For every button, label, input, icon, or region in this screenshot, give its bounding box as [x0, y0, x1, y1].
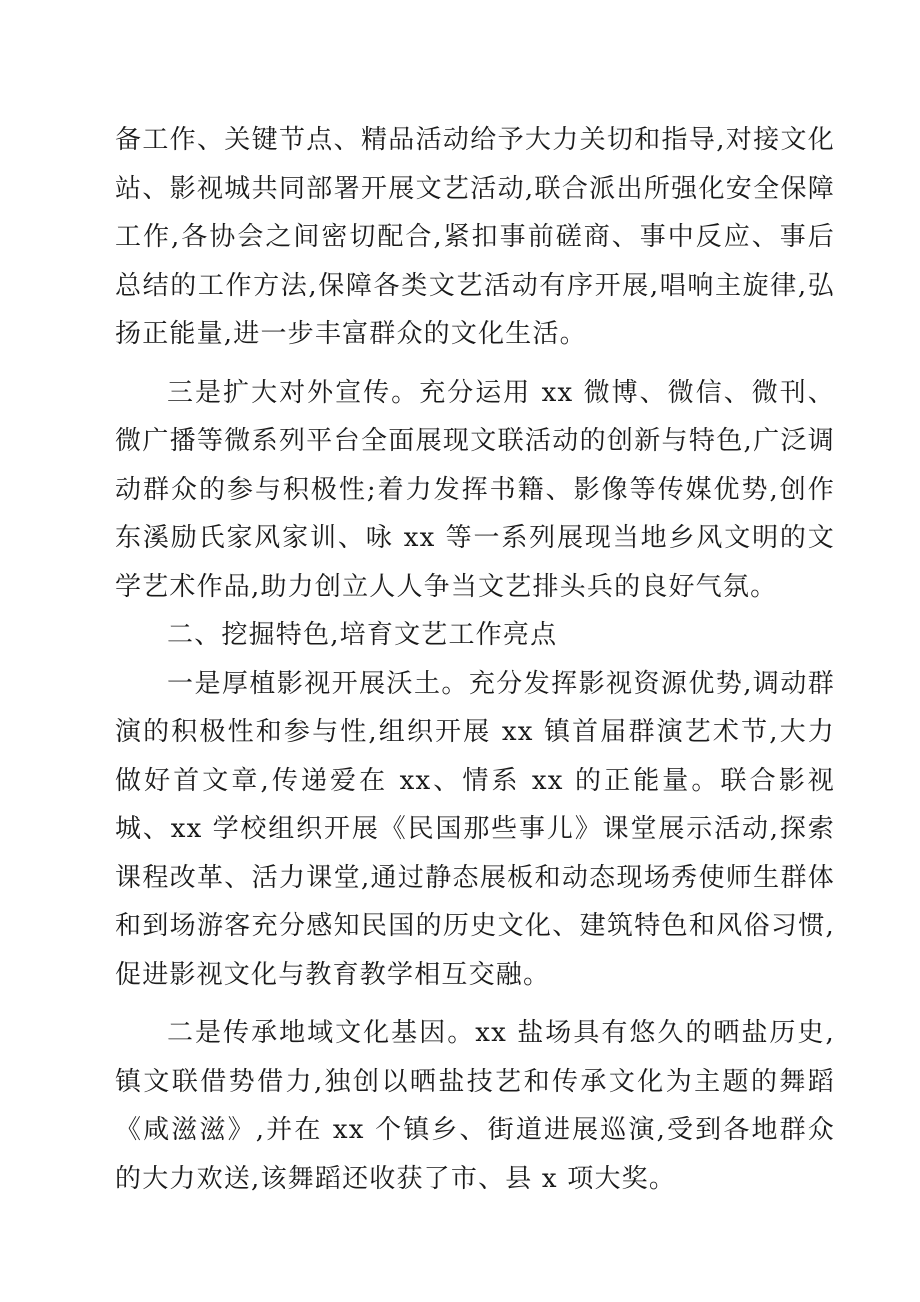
paragraph-film-culture: 一是厚植影视开展沃土。充分发挥影视资源优势,调动群演的积极性和参与性,组织开展 xx 镇首届群演艺术节,大力做好首文章,传递爱在 xx、情系 xx 的正能量。联合影视城、xx 学校组织开展《民国那些事儿》课堂展示活动,探索课程改革、活力课堂,通过静态展板和动态现场秀使师生群体和到场游客充分感知民国的历史文化、建筑特色和风俗习惯,促进影视文化与教育教学相互交融。 [115, 668, 835, 990]
paragraph-expand-publicity: 三是扩大对外宣传。充分运用 xx 微博、微信、微刊、微广播等微系列平台全面展现文联活动的创新与特色,广泛调动群众的参与积极性;着力发挥书籍、影像等传媒优势,创作东溪励氏家风家训、咏 xx 等一系列展现当地乡风文明的文学艺术作品,助力创立人人争当文艺排头兵的良好气氛。 [115, 377, 835, 602]
section-heading: 二、挖掘特色,培育文艺工作亮点 [167, 620, 558, 650]
paragraph-continuation: 备工作、关键节点、精品活动给予大力关切和指导,对接文化站、影视城共同部署开展文艺活动,联合派出所强化安全保障工作,各协会之间密切配合,紧扣事前磋商、事中反应、事后总结的工作方法,保障各类文艺活动有序开展,唱响主旋律,弘扬正能量,进一步丰富群众的文化生活。 [115, 125, 835, 349]
document-body [115, 116, 835, 1203]
paragraph-regional-culture: 二是传承地域文化基因。xx 盐场具有悠久的晒盐历史,镇文联借势借力,独创以晒盐技艺和传承文化为主题的舞蹈《咸滋滋》,并在 xx 个镇乡、街道进展巡演,受到各地群众的大力欢送,该舞蹈还收获了市、县 x 项大奖。 [115, 1018, 835, 1194]
